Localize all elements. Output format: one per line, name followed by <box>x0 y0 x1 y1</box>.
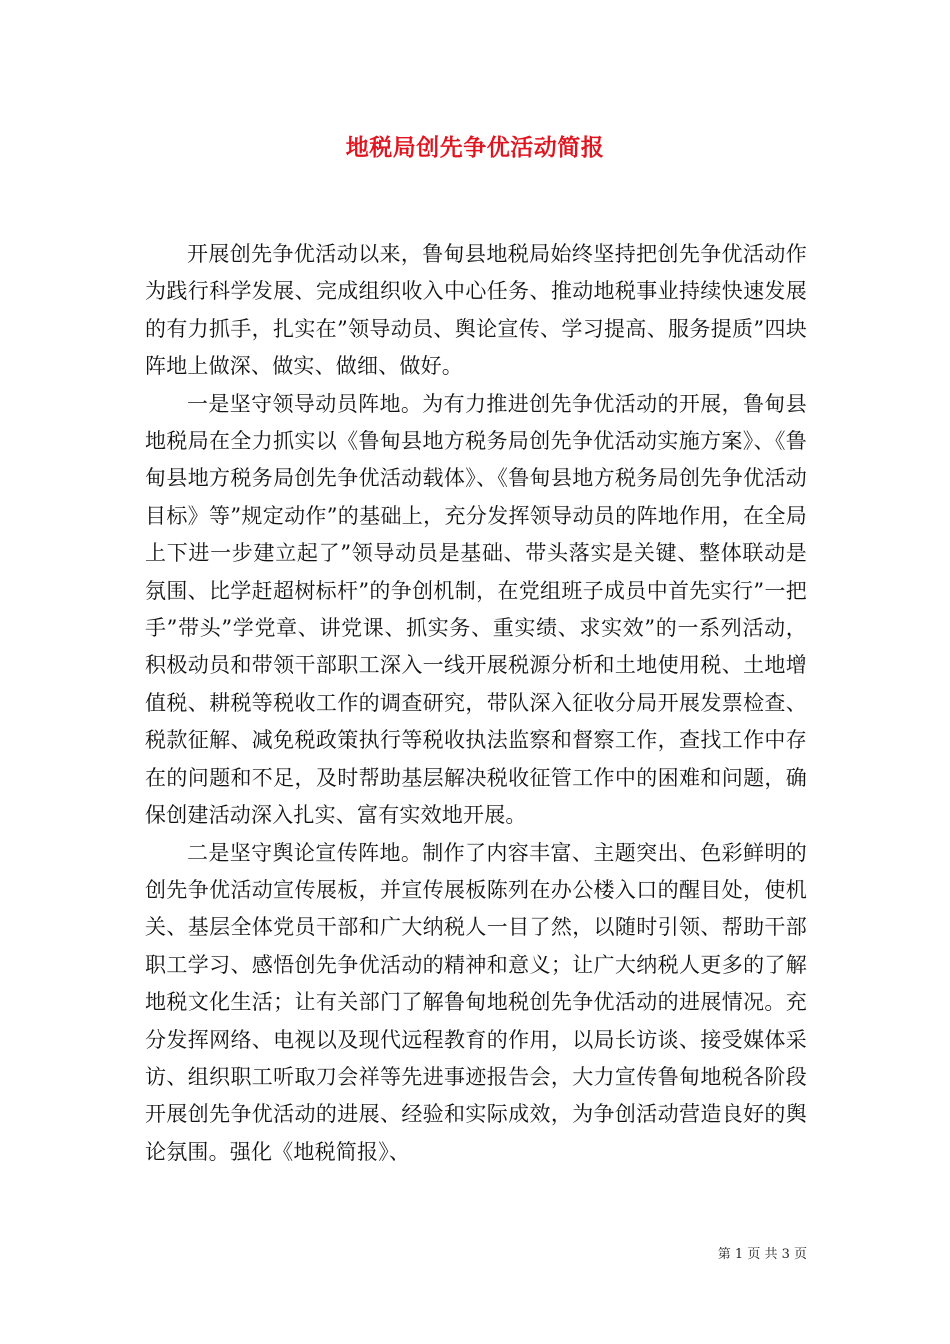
document-body <box>145 236 807 1171</box>
paragraph-leadership: 一是坚守领导动员阵地。为有力推进创先争优活动的开展，鲁甸县地税局在全力抓实以《鲁甸县地方税务局创先争优活动实施方案》、《鲁甸县地方税务局创先争优活动载体》、《鲁甸县地方税务局创先争优活动目标》等”规定动作”的基础上，充分发挥领导动员的阵地作用，在全局上下进一步建立起了”领导动员是基础、带头落实是关键、整体联动是氛围、比学赶超树标杆”的争创机制，在党组班子成员中首先实行”一把手”带头”学党章、讲党课、抓实务、重实绩、求实效”的一系列活动，积极动员和带领干部职工深入一线开展税源分析和土地使用税、土地增值税、耕税等税收工作的调查研究，带队深入征收分局开展发票检查、税款征解、减免税政策执行等税收执法监察和督察工作，查找工作中存在的问题和不足，及时帮助基层解决税收征管工作中的困难和问题，确保创建活动深入扎实、富有实效地开展。 <box>145 391 807 828</box>
paragraph-publicity: 二是坚守舆论宣传阵地。制作了内容丰富、主题突出、色彩鲜明的创先争优活动宣传展板，并宣传展板陈列在办公楼入口的醒目处，使机关、基层全体党员干部和广大纳税人一目了然，以随时引领、帮助干部职工学习、感悟创先争优活动的精神和意义；让广大纳税人更多的了解地税文化生活；让有关部门了解鲁甸地税创先争优活动的进展情况。充分发挥网络、电视以及现代远程教育的作用，以局长访谈、接受媒体采访、组织职工听取刀会祥等先进事迹报告会，大力宣传鲁甸地税各阶段开展创先争优活动的进展、经验和实际成效，为争创活动营造良好的舆论氛围。强化《地税简报》、 <box>145 840 807 1164</box>
page-number-footer: 第 1 页 共 3 页 <box>717 1247 807 1262</box>
document-title: 地税局创先争优活动简报 <box>345 134 605 161</box>
paragraph-intro: 开展创先争优活动以来，鲁甸县地税局始终坚持把创先争优活动作为践行科学发展、完成组织收入中心任务、推动地税事业持续快速发展的有力抓手，扎实在”领导动员、舆论宣传、学习提高、服务提质”四块阵地上做深、做实、做细、做好。 <box>145 242 807 379</box>
